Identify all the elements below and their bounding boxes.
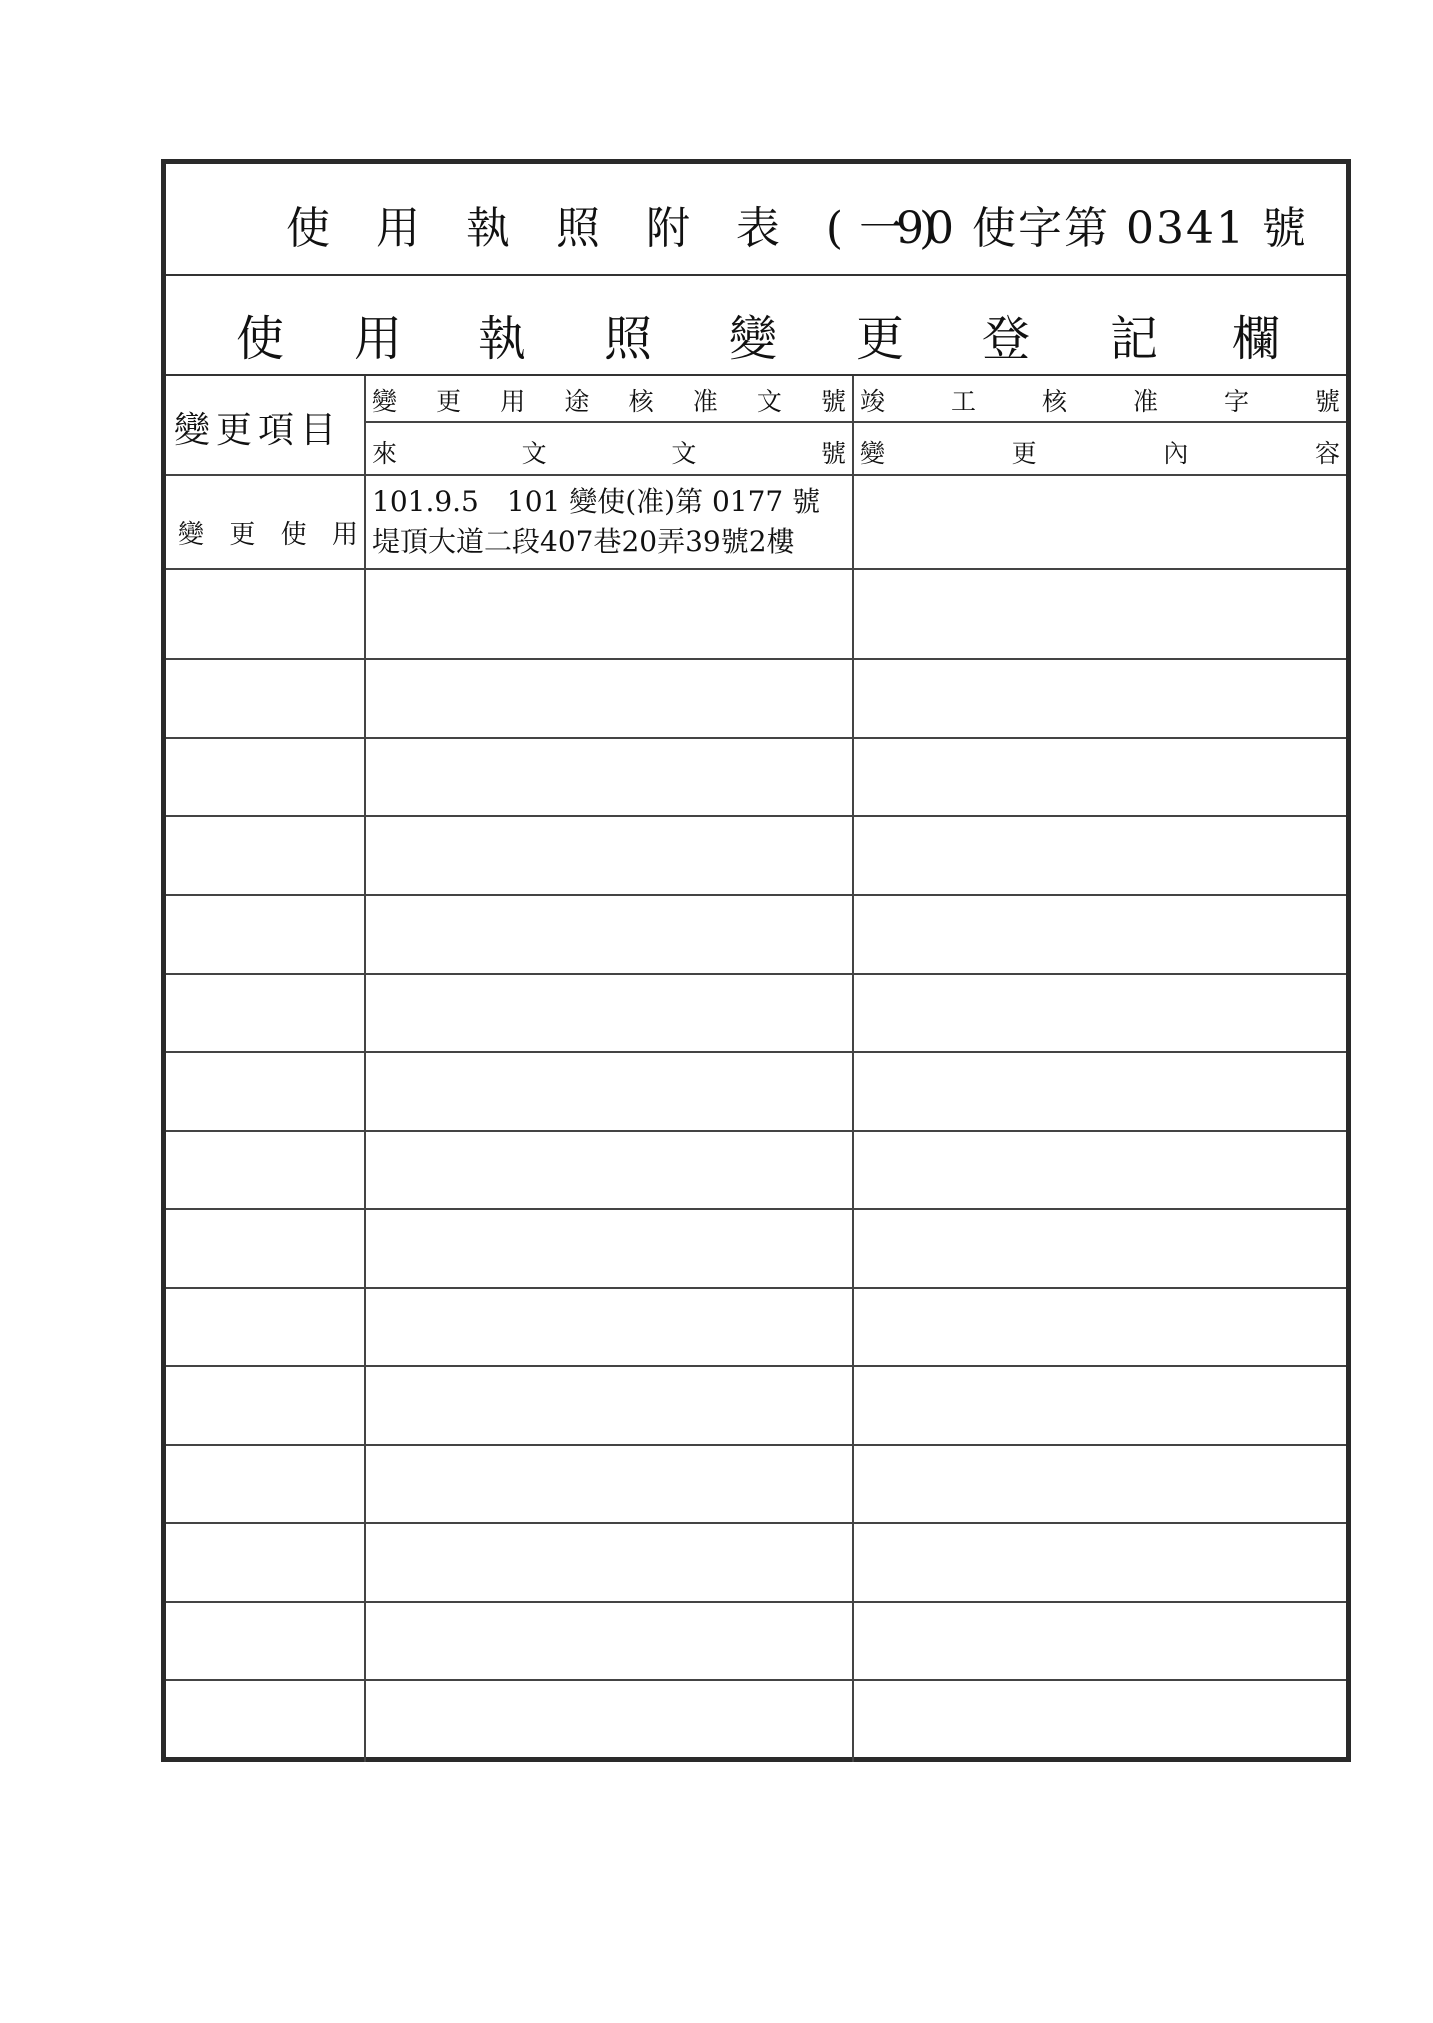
form-title: 使 用 執 照 附 表 (一) <box>286 203 953 254</box>
header-char: 號 <box>820 439 846 468</box>
row-item-label <box>178 514 358 551</box>
header-char: 用 <box>500 387 526 416</box>
row-separator <box>166 658 1346 660</box>
row-separator <box>166 1365 1346 1367</box>
header-char: 更 <box>1011 439 1037 468</box>
header-char: 准 <box>692 387 718 416</box>
heading-char: 變 <box>729 311 778 367</box>
header-char: 文 <box>756 387 782 416</box>
header-char: 容 <box>1314 439 1340 468</box>
row-separator <box>166 1679 1346 1681</box>
column-divider <box>364 376 366 1762</box>
row-char: 變 <box>178 520 205 550</box>
header-char: 准 <box>1132 387 1158 416</box>
header-char: 更 <box>436 387 462 416</box>
row-separator <box>166 1208 1346 1210</box>
header-char: 內 <box>1163 439 1189 468</box>
header-subdivider <box>364 421 1346 423</box>
row-doc-entry <box>372 482 850 562</box>
header-approval-doc-no <box>372 382 846 418</box>
row-char: 用 <box>331 520 358 550</box>
section-heading <box>166 276 1346 376</box>
header-char: 號 <box>820 387 846 416</box>
header-incoming-doc-no <box>372 434 846 470</box>
license-number: 90 使字第 0341 號 <box>896 203 1308 254</box>
header-char: 文 <box>671 439 697 468</box>
form-title-bar <box>166 164 1346 276</box>
heading-char: 登 <box>982 311 1031 367</box>
change-registration-form <box>161 159 1351 1762</box>
row-separator <box>166 815 1346 817</box>
header-bottom-rule <box>166 474 1346 476</box>
header-char: 文 <box>521 439 547 468</box>
heading-char: 用 <box>354 311 403 367</box>
header-char: 變 <box>860 439 886 468</box>
heading-char: 更 <box>856 311 905 367</box>
row-separator <box>166 737 1346 739</box>
row-char: 更 <box>229 520 256 550</box>
header-char: 核 <box>628 387 654 416</box>
header-char: 工 <box>950 387 976 416</box>
address-line: 堤頂大道二段407巷20弄39號2樓 <box>372 525 795 558</box>
row-separator <box>166 894 1346 896</box>
row-separator <box>166 1601 1346 1603</box>
header-char: 核 <box>1041 387 1067 416</box>
row-separator <box>166 1287 1346 1289</box>
doc-number-line: 101.9.5 101 變使(准)第 0177 號 <box>372 485 821 518</box>
row-separator <box>166 568 1346 570</box>
item-header: 變更項目 <box>174 410 343 451</box>
header-char: 號 <box>1314 387 1340 416</box>
row-separator <box>166 973 1346 975</box>
row-separator <box>166 1522 1346 1524</box>
row-char: 使 <box>280 520 307 550</box>
header-change-content <box>860 434 1340 470</box>
header-char: 竣 <box>860 387 886 416</box>
header-char: 來 <box>372 439 398 468</box>
heading-char: 欄 <box>1232 311 1281 367</box>
heading-char: 使 <box>236 311 285 367</box>
header-char: 途 <box>564 387 590 416</box>
heading-char: 照 <box>604 311 653 367</box>
header-char: 變 <box>372 387 398 416</box>
heading-char: 記 <box>1110 311 1159 367</box>
header-completion-approval-no <box>860 382 1340 418</box>
row-separator <box>166 1444 1346 1446</box>
header-char: 字 <box>1223 387 1249 416</box>
row-separator <box>166 1051 1346 1053</box>
row-separator <box>166 1130 1346 1132</box>
column-divider <box>852 376 854 1762</box>
heading-char: 執 <box>478 311 527 367</box>
